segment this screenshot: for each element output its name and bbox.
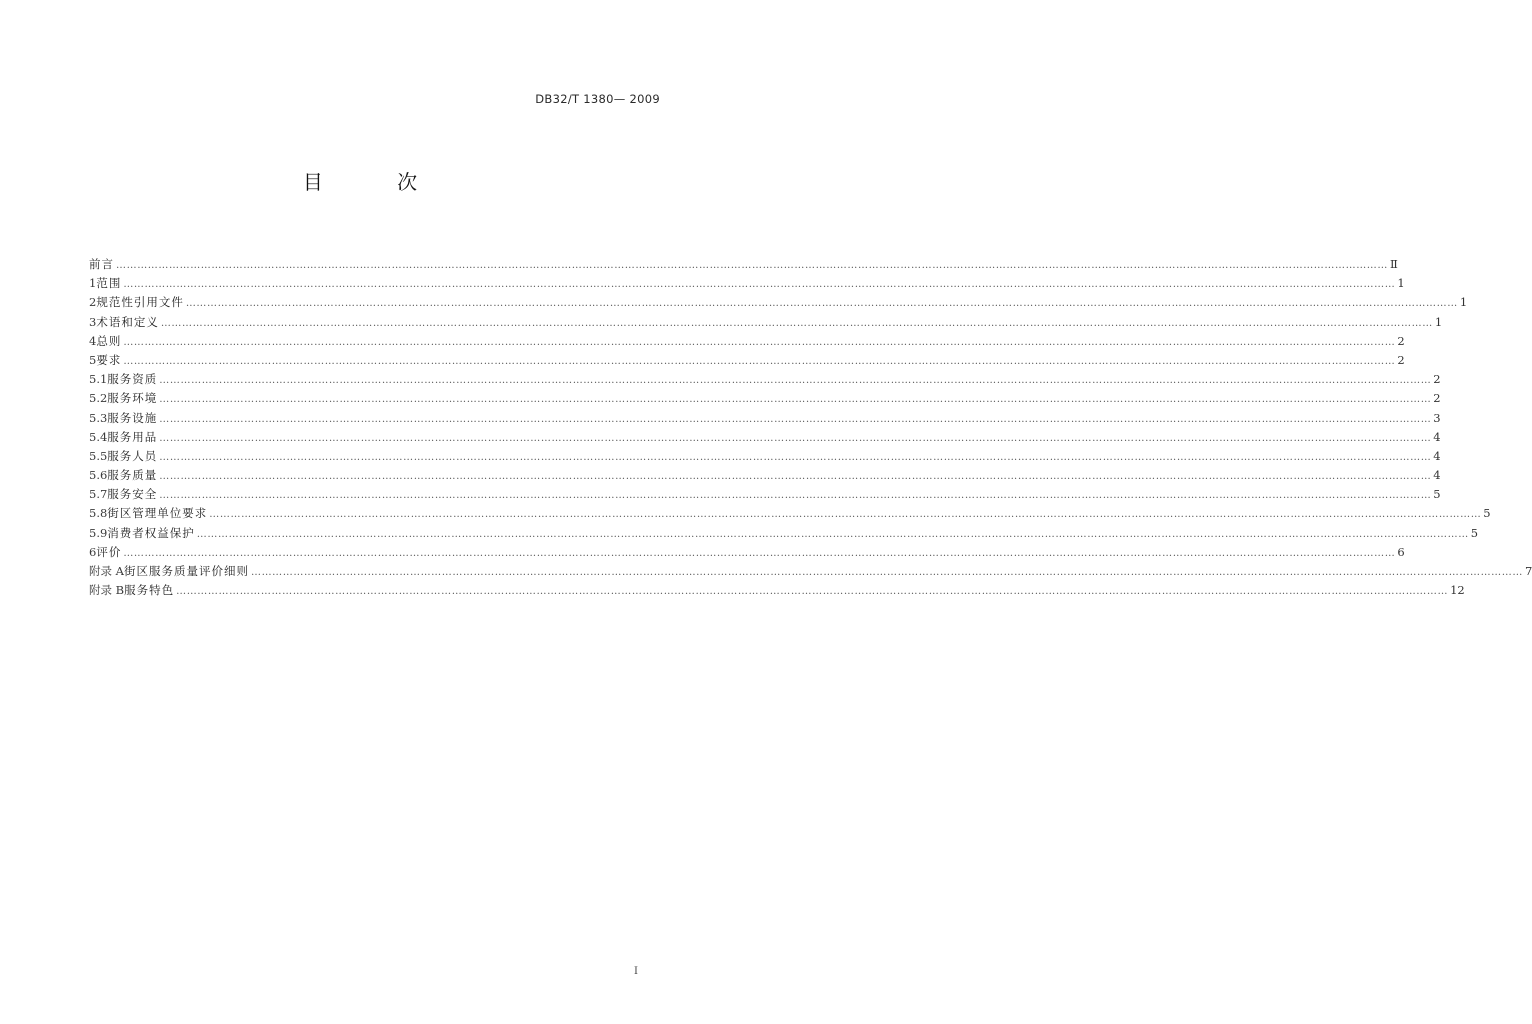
table-of-contents <box>89 255 1532 600</box>
toc-entry-number: 5.8 <box>89 506 108 521</box>
toc-entry-number: 5.9 <box>89 525 108 540</box>
standard-code: DB32/T 1380— 2009 <box>535 92 660 106</box>
toc-entry-page: 2 <box>1397 333 1405 348</box>
toc-entry[interactable] <box>89 581 1465 600</box>
toc-entry-page: 3 <box>1433 410 1441 425</box>
toc-entry-label: 服务特色 <box>124 583 175 598</box>
toc-entry-label: 前言 <box>89 257 114 271</box>
toc-dot-leader: ……………………………………………………………………………………………………………………………………………………………………………………………………………………………………………………………………………………………………………………………… <box>159 451 1432 463</box>
toc-dot-leader: ……………………………………………………………………………………………………………………………………………………………………………………………………………………………………………………………………………………………………………………………… <box>116 260 1388 271</box>
toc-entry[interactable] <box>89 447 1441 466</box>
toc-entry[interactable] <box>89 351 1405 370</box>
toc-entry-number: 附录 A <box>89 564 124 578</box>
toc-entry-page: 1 <box>1459 295 1468 310</box>
toc-entry-label: 评价 <box>96 544 122 559</box>
toc-dot-leader: ……………………………………………………………………………………………………………………………………………………………………………………………………………………………………………………………………………………………………………………………… <box>160 317 1433 329</box>
toc-entry[interactable] <box>89 524 1479 543</box>
toc-entry-page: 5 <box>1470 525 1479 540</box>
toc-entry-number: 4 <box>89 333 97 348</box>
toc-entry-number: 5.5 <box>89 448 108 463</box>
toc-entry-label: 服务设施 <box>107 410 158 425</box>
toc-entry-number: 3 <box>89 314 97 329</box>
toc-entry-number: 5.1 <box>89 372 108 387</box>
toc-entry-page: 4 <box>1433 448 1441 463</box>
toc-entry-number: 附录 B <box>89 583 125 598</box>
toc-entry[interactable] <box>89 504 1491 523</box>
toc-entry-number: 2 <box>89 295 97 310</box>
toc-entry-label: 总则 <box>96 333 122 348</box>
toc-entry-number: 5.4 <box>89 429 108 444</box>
toc-entry-number: 1 <box>89 276 97 291</box>
toc-dot-leader: ……………………………………………………………………………………………………………………………………………………………………………………………………………………………………………………………………………………………………………………………… <box>123 279 1396 291</box>
toc-entry-number: 5.7 <box>89 487 108 502</box>
toc-entry[interactable] <box>89 562 1532 581</box>
toc-entry-page: 1 <box>1397 276 1405 291</box>
toc-dot-leader: ……………………………………………………………………………………………………………………………………………………………………………………………………………………………………………………………………………………………………………………………… <box>185 298 1458 310</box>
toc-entry-page: 5 <box>1483 506 1491 521</box>
toc-entry-label: 规范性引用文件 <box>96 295 184 310</box>
toc-dot-leader: ……………………………………………………………………………………………………………………………………………………………………………………………………………………………………………………………………………………………………………………………… <box>123 336 1396 348</box>
toc-entry-page: 4 <box>1433 468 1441 483</box>
toc-entry-page: 2 <box>1433 391 1441 406</box>
toc-entry-page: 2 <box>1433 372 1441 387</box>
toc-entry[interactable] <box>89 332 1405 351</box>
toc-entry-number: 5.6 <box>89 468 108 483</box>
toc-dot-leader: ……………………………………………………………………………………………………………………………………………………………………………………………………………………………………………………………………………………………………………………………… <box>159 413 1432 425</box>
toc-entry-label: 术语和定义 <box>96 314 159 329</box>
toc-entry[interactable] <box>89 409 1441 428</box>
toc-entry-page: 5 <box>1433 487 1441 502</box>
toc-entry[interactable] <box>89 428 1441 447</box>
toc-entry-page: 12 <box>1450 583 1465 598</box>
toc-entry-page: Ⅱ <box>1390 257 1398 271</box>
toc-entry[interactable] <box>89 274 1405 293</box>
toc-entry-number: 6 <box>89 544 97 559</box>
page-title: 目 次 <box>302 170 452 194</box>
toc-entry[interactable] <box>89 370 1441 389</box>
toc-entry-label: 服务人员 <box>107 448 158 463</box>
toc-entry-page: 1 <box>1434 314 1443 329</box>
toc-entry-label: 范围 <box>96 276 122 291</box>
toc-entry-page: 2 <box>1397 352 1405 367</box>
toc-entry-number: 5.2 <box>89 391 108 406</box>
toc-dot-leader: ……………………………………………………………………………………………………………………………………………………………………………………………………………………………………………………………………………………………………………………………… <box>123 547 1396 559</box>
toc-entry-page: 4 <box>1433 429 1441 444</box>
toc-dot-leader: ……………………………………………………………………………………………………………………………………………………………………………………………………………………………………………………………………………………………………………………………… <box>159 375 1432 387</box>
toc-entry[interactable] <box>89 389 1441 408</box>
toc-entry-label: 要求 <box>96 352 122 367</box>
toc-entry-label: 消费者权益保护 <box>107 525 195 540</box>
toc-entry[interactable] <box>89 543 1405 562</box>
toc-entry-label: 服务环境 <box>107 391 158 406</box>
toc-entry-label: 服务资质 <box>107 372 158 387</box>
toc-dot-leader: ……………………………………………………………………………………………………………………………………………………………………………………………………………………………………………………………………………………………………………………………… <box>196 528 1469 540</box>
toc-dot-leader: ……………………………………………………………………………………………………………………………………………………………………………………………………………………………………………………………………………………………………………………………… <box>209 509 1482 521</box>
toc-entry[interactable] <box>89 485 1441 504</box>
toc-dot-leader: ……………………………………………………………………………………………………………………………………………………………………………………………………………………………………………………………………………………………………………………………… <box>159 490 1432 502</box>
toc-entry-page: 7 <box>1524 564 1532 578</box>
toc-entry-label: 服务用品 <box>107 429 158 444</box>
toc-dot-leader: ……………………………………………………………………………………………………………………………………………………………………………………………………………………………………………………………………………………………………………………………… <box>159 394 1432 406</box>
toc-entry-label: 服务质量 <box>107 468 158 483</box>
toc-dot-leader: ……………………………………………………………………………………………………………………………………………………………………………………………………………………………………………………………………………………………………………………………… <box>159 471 1432 483</box>
toc-entry-label: 服务安全 <box>107 487 158 502</box>
toc-entry-number: 5 <box>89 352 97 367</box>
toc-entry-label: 街区服务质量评价细则 <box>123 564 249 578</box>
toc-dot-leader: ……………………………………………………………………………………………………………………………………………………………………………………………………………………………………………………………………………………………………………………………… <box>123 355 1396 367</box>
toc-dot-leader: ……………………………………………………………………………………………………………………………………………………………………………………………………………………………………………………………………………………………………………………………… <box>159 432 1432 444</box>
toc-entry[interactable] <box>89 293 1468 312</box>
toc-entry-label: 街区管理单位要求 <box>107 506 208 521</box>
toc-entry[interactable] <box>89 466 1441 485</box>
toc-entry[interactable] <box>89 313 1443 332</box>
toc-dot-leader: ……………………………………………………………………………………………………………………………………………………………………………………………………………………………………………………………………………………………………………………………… <box>176 586 1449 598</box>
toc-dot-leader: ……………………………………………………………………………………………………………………………………………………………………………………………………………………………………………………………………………………………………………………………… <box>250 567 1523 578</box>
toc-entry-page: 6 <box>1397 544 1405 559</box>
toc-entry-number: 5.3 <box>89 410 108 425</box>
toc-entry[interactable] <box>89 255 1398 274</box>
footer-page-number: I <box>634 966 638 977</box>
